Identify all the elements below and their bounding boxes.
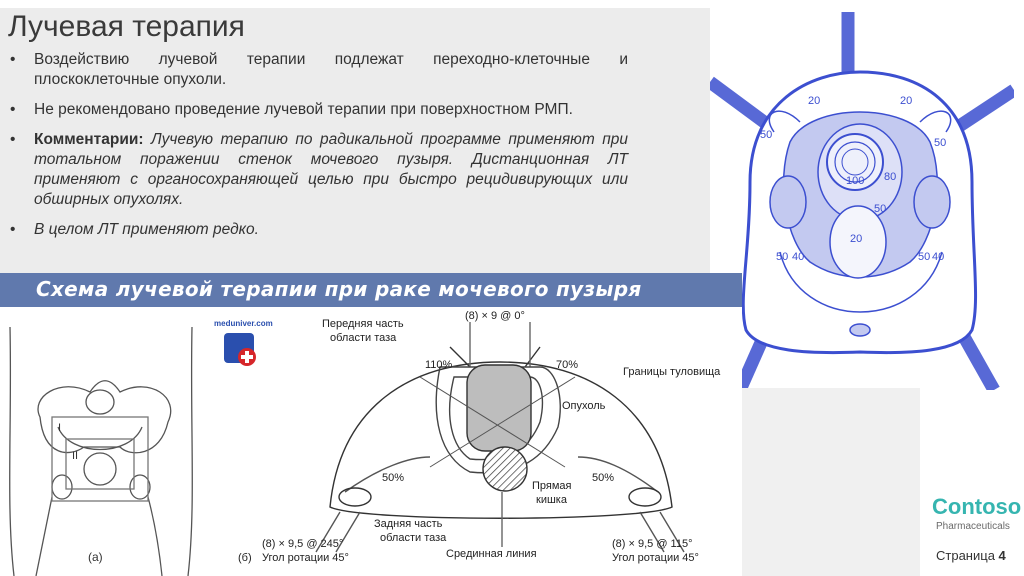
bullet-text: В целом ЛТ применяют редко. <box>34 221 259 238</box>
dose-label: 80 <box>884 171 897 183</box>
page-indicator <box>936 548 1006 563</box>
iso-50-right-label: 50% <box>592 472 615 484</box>
bullet-item <box>10 50 628 90</box>
panel-a-caption: (а) <box>88 550 103 564</box>
dose-label: 50 <box>760 129 773 141</box>
dose-label: 50 <box>776 251 789 263</box>
beam-top-label: (8) × 9 @ 0° <box>465 310 525 322</box>
brand-subtitle: Pharmaceuticals <box>936 521 1010 532</box>
grey-block <box>742 388 920 576</box>
dose-label: 40 <box>932 251 945 263</box>
bullet-text: Не рекомендовано проведение лучевой терапии при поверхностном РМП. <box>34 101 573 118</box>
beam-left-label: (8) × 9,5 @ 245° <box>262 538 344 550</box>
comment-label: Комментарии: <box>34 131 144 148</box>
brand-logo: Contoso <box>932 494 1022 519</box>
bullet-dot: • <box>10 51 16 68</box>
dose-label: 20 <box>850 233 863 245</box>
dose-label: 20 <box>808 95 821 107</box>
trunk-label: Границы туловища <box>623 366 721 378</box>
bullet-dot: • <box>10 221 16 238</box>
beam-right-label: (8) × 9,5 @ 115° <box>612 538 693 550</box>
iso-50-left-label: 50% <box>382 472 405 484</box>
dose-label: 20 <box>900 95 913 107</box>
slide-title: Лучевая терапия <box>8 10 245 43</box>
banner-title: Схема лучевой терапии при раке мочевого пузыря <box>36 277 642 301</box>
dose-label: 100 <box>846 175 865 187</box>
anterior-label: области таза <box>330 332 397 344</box>
tumor-label: Опухоль <box>562 400 606 412</box>
dose-label: 50 <box>918 251 931 263</box>
radiotherapy-scheme-figure <box>0 307 742 576</box>
bullet-dot: • <box>10 101 16 118</box>
roman-1-label: I <box>58 422 62 434</box>
posterior-label: области таза <box>380 532 447 544</box>
posterior-label: Задняя часть <box>374 518 443 530</box>
page-label: Страница <box>936 548 995 563</box>
bullet-item <box>10 130 628 210</box>
bullet-item <box>10 220 628 240</box>
rectum-label: кишка <box>536 494 567 506</box>
roman-2-label: II <box>72 450 79 462</box>
iso-70-label: 70% <box>556 359 579 371</box>
dose-distribution-diagram <box>710 12 1014 390</box>
section-banner <box>0 273 742 307</box>
bullet-text: Лучевую терапию по радикальной программе применяют при тотальном поражении стенок мочевого пузыря. Дистанционная ЛТ применяют с органосохраняющей целью при быстро рецидивирующих или обширных опухолях. <box>34 131 628 208</box>
anterior-label: Передняя часть <box>322 318 404 330</box>
iso-110-label: 110% <box>425 359 453 371</box>
bullet-list <box>10 50 628 250</box>
dose-label: 50 <box>934 137 947 149</box>
beam-left-angle: Угол ротации 45° <box>262 552 349 564</box>
watermark-text: meduniver.com <box>214 319 273 328</box>
panel-b-caption: (б) <box>238 552 252 564</box>
bullet-item <box>10 100 628 120</box>
midline-label: Срединная линия <box>446 548 537 560</box>
page-number: 4 <box>998 548 1006 563</box>
bullet-dot: • <box>10 131 16 148</box>
beam-right-angle: Угол ротации 45° <box>612 552 699 564</box>
dose-label: 50 <box>874 203 887 215</box>
bullet-text: Воздействию лучевой терапии подлежат переходно-клеточные и плоскоклеточные опухоли. <box>34 51 628 88</box>
dose-label: 40 <box>792 251 805 263</box>
rectum-label: Прямая <box>532 480 572 492</box>
